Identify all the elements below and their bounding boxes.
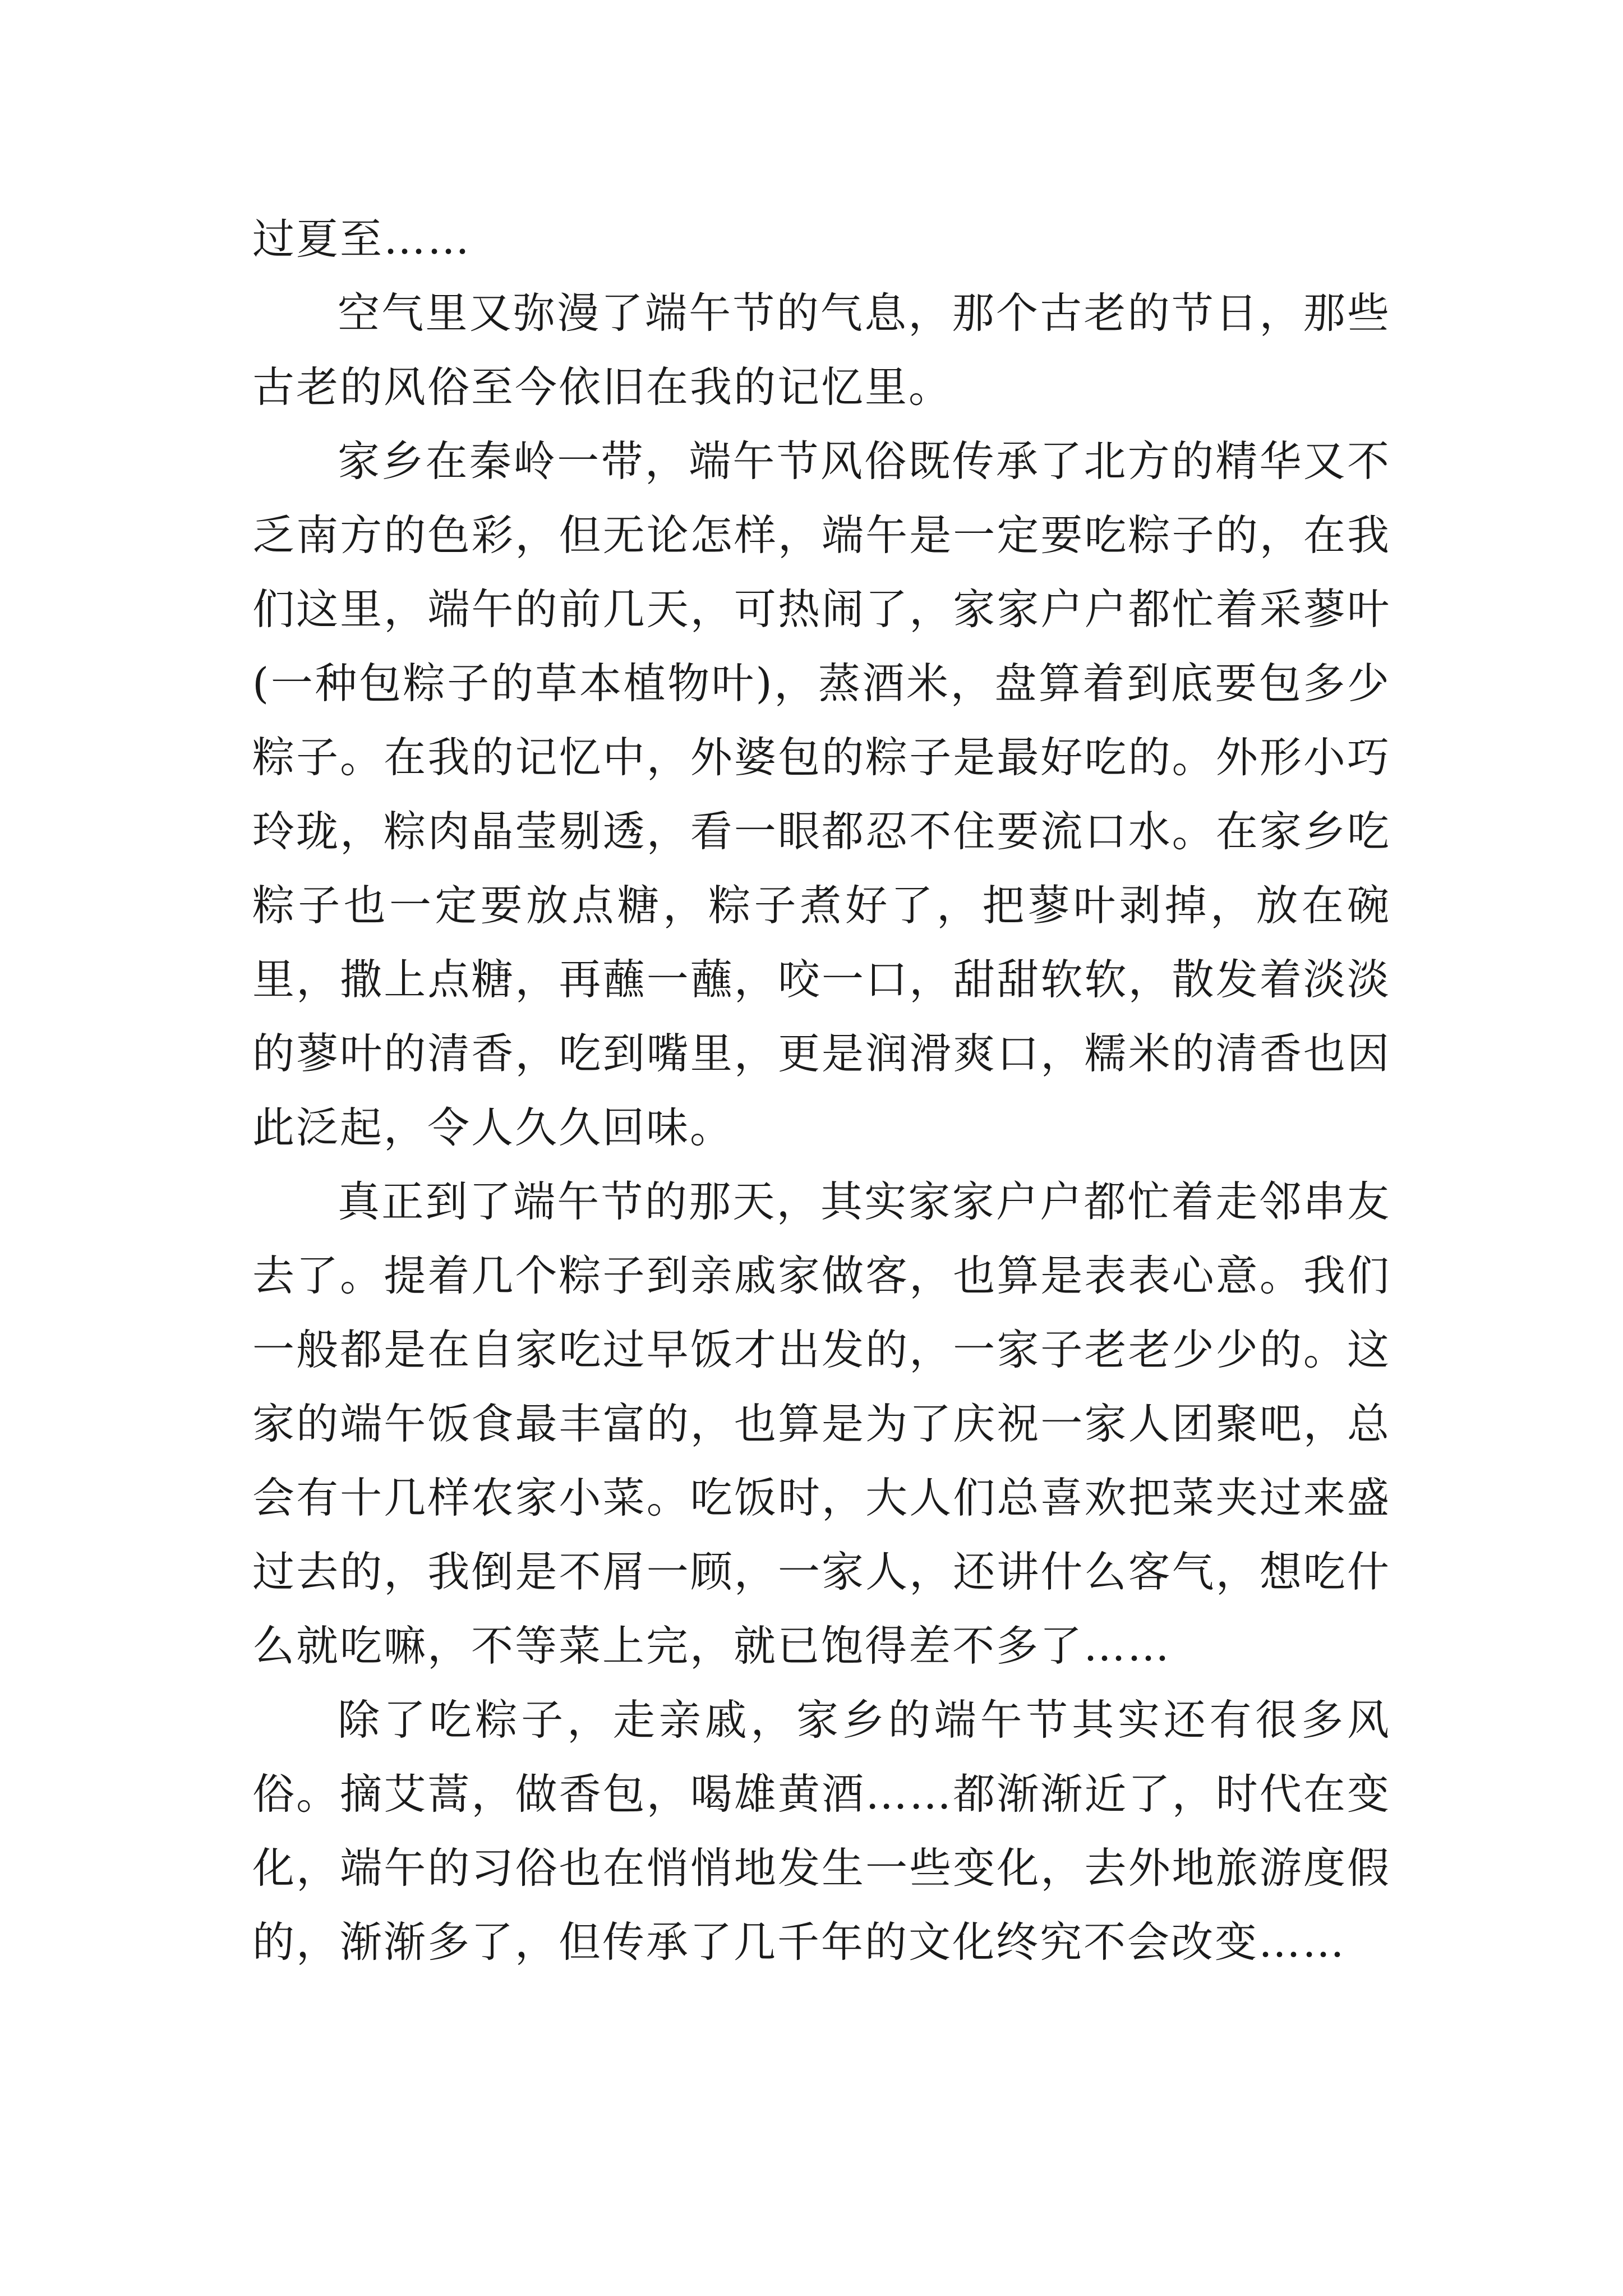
paragraph: 过夏至…… <box>252 214 472 264</box>
paragraph: 家乡在秦岭一带，端午节风俗既传承了北方的精华又不乏南方的色彩，但无论怎样，端午是一定要吃粽子的，在我们这里，端午的前几天，可热闹了，家家户户都忙着采蓼叶(一种包粽子的草本植物叶)，蒸酒米，盘算着到底要包多少粽子。在我的记忆中，外婆包的粽子是最好吃的。外形小巧玲珑，粽肉晶莹剔透，看一眼都忍不住要流口水。在家乡吃粽子也一定要放点糖，粽子煮好了，把蓼叶剥掉，放在碗里，撒上点糖，再蘸一蘸，咬一口，甜甜软软，散发着淡淡的蓼叶的清香，吃到嘴里，更是润滑爽口，糯米的清香也因此泛起，令人久久回味。 <box>252 436 1391 1152</box>
paragraph: 除了吃粽子，走亲戚，家乡的端午节其实还有很多风俗。摘艾蒿，做香包，喝雄黄酒……都渐渐近了，时代在变化，端午的习俗也在悄悄地发生一些变化，去外地旅游度假的，渐渐多了，但传承了几千年的文化终究不会改变…… <box>252 1695 1391 1967</box>
paragraph: 真正到了端午节的那天，其实家家户户都忙着走邻串友去了。提着几个粽子到亲戚家做客，也算是表表心意。我们一般都是在自家吃过早饭才出发的，一家子老老少少的。这家的端午饭食最丰富的，也算是为了庆祝一家人团聚吧，总会有十几样农家小菜。吃饭时，大人们总喜欢把菜夹过来盛过去的，我倒是不屑一顾，一家人，还讲什么客气，想吃什么就吃嘛，不等菜上完，就已饱得差不多了…… <box>252 1177 1391 1671</box>
paragraph: 空气里又弥漫了端午节的气息，那个古老的节日，那些古老的风俗至今依旧在我的记忆里。 <box>252 288 1391 412</box>
document-body <box>252 202 1391 1979</box>
